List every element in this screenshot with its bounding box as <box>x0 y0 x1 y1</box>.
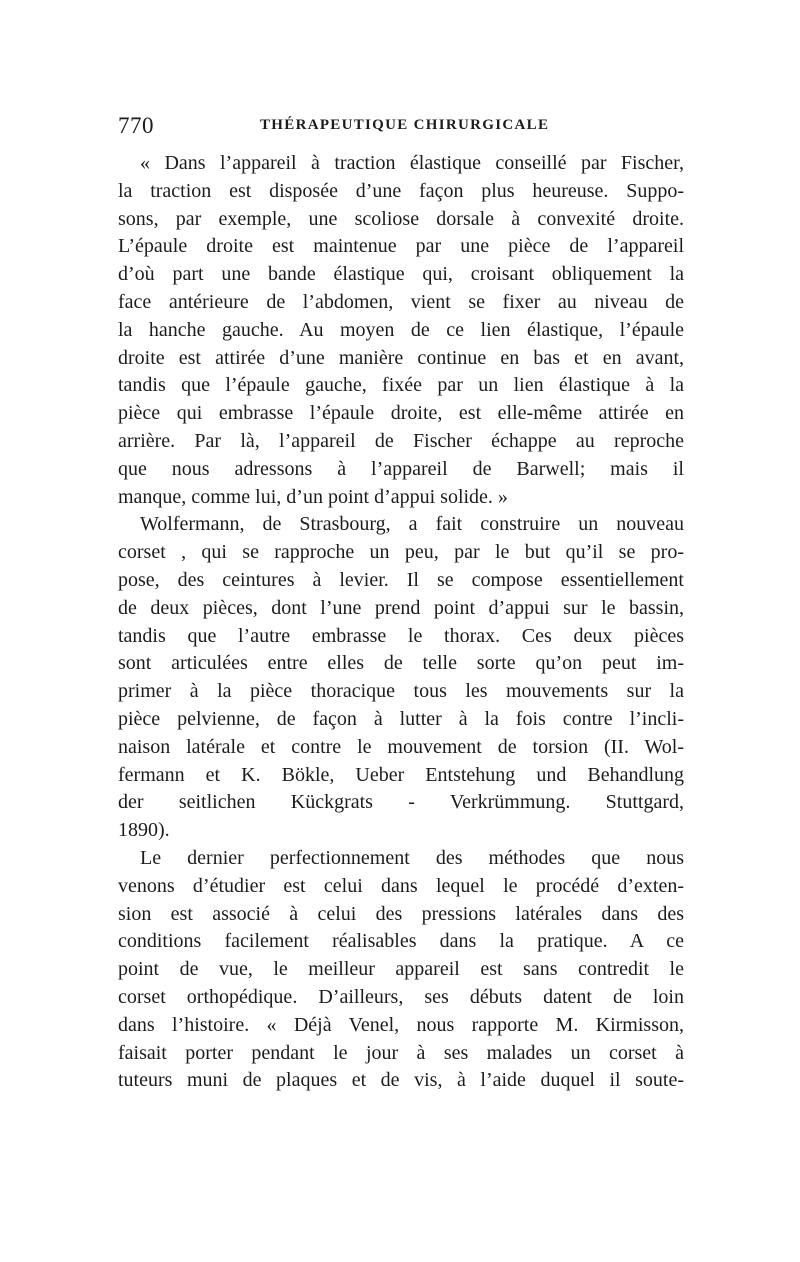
body-text <box>118 150 684 1095</box>
text-line: faisait porter pendant le jour à ses malades un corset à <box>118 1041 684 1064</box>
text-line: primer à la pièce thoracique tous les mouvements sur la <box>118 680 684 703</box>
page-header <box>118 113 683 143</box>
running-head: THÉRAPEUTIQUE CHIRURGICALE <box>260 117 550 133</box>
text-line: Wolfermann, de Strasbourg, a fait construire un nouveau <box>140 513 684 536</box>
text-line: sont articulées entre elles de telle sorte qu’on peut im- <box>118 652 684 675</box>
text-line: tandis que l’autre embrasse le thorax. Ces deux pièces <box>118 624 684 647</box>
page-number: 770 <box>118 113 154 138</box>
text-line: corset orthopédique. D’ailleurs, ses débuts datent de loin <box>118 985 684 1008</box>
text-line: la hanche gauche. Au moyen de ce lien élastique, l’épaule <box>118 318 684 341</box>
text-line: L’épaule droite est maintenue par une pièce de l’appareil <box>118 235 684 258</box>
text-line: de deux pièces, dont l’une prend point d’appui sur le bassin, <box>118 596 684 619</box>
text-line: « Dans l’appareil à traction élastique conseillé par Fischer, <box>140 152 684 174</box>
text-line: d’où part une bande élastique qui, croisant obliquement la <box>118 263 684 286</box>
text-line: Le dernier perfectionnement des méthodes que nous <box>140 846 684 869</box>
text-line: der seitlichen Kückgrats - Verkrümmung. Stuttgard, <box>118 791 684 814</box>
text-line: point de vue, le meilleur appareil est sans contredit le <box>118 958 684 981</box>
text-line: pose, des ceintures à levier. Il se compose essentiellement <box>118 568 684 591</box>
text-line: face antérieure de l’abdomen, vient se fixer au niveau de <box>118 290 684 313</box>
text-line: venons d’étudier est celui dans lequel le procédé d’exten- <box>118 874 684 897</box>
text-line: fermann et K. Bökle, Ueber Entstehung und Behandlung <box>118 763 684 786</box>
text-line: dans l’histoire. « Déjà Venel, nous rapporte M. Kirmisson, <box>118 1013 684 1036</box>
text-line: manque, comme lui, d’un point d’appui solide. » <box>118 485 508 508</box>
text-line: pièce pelvienne, de façon à lutter à la fois contre l’incli- <box>118 707 684 730</box>
text-line: tuteurs muni de plaques et de vis, à l’aide duquel il soute- <box>118 1069 684 1092</box>
text-line: corset , qui se rapproche un peu, par le but qu’il se pro- <box>118 541 684 564</box>
text-line: la traction est disposée d’une façon plus heureuse. Suppo- <box>118 179 684 202</box>
text-line: sons, par exemple, une scoliose dorsale à convexité droite. <box>118 207 684 230</box>
text-line: naison latérale et contre le mouvement de torsion (II. Wol- <box>118 735 684 758</box>
text-line: tandis que l’épaule gauche, fixée par un lien élastique à la <box>118 374 684 397</box>
text-line: 1890). <box>118 819 170 842</box>
text-line: conditions facilement réalisables dans la pratique. A ce <box>118 930 684 953</box>
text-line: sion est associé à celui des pressions latérales dans des <box>118 902 684 925</box>
text-line: droite est attirée d’une manière continue en bas et en avant, <box>118 346 684 369</box>
text-line: que nous adressons à l’appareil de Barwell; mais il <box>118 457 684 480</box>
text-line: pièce qui embrasse l’épaule droite, est elle-même attirée en <box>118 402 684 425</box>
text-line: arrière. Par là, l’appareil de Fischer échappe au reproche <box>118 429 684 452</box>
